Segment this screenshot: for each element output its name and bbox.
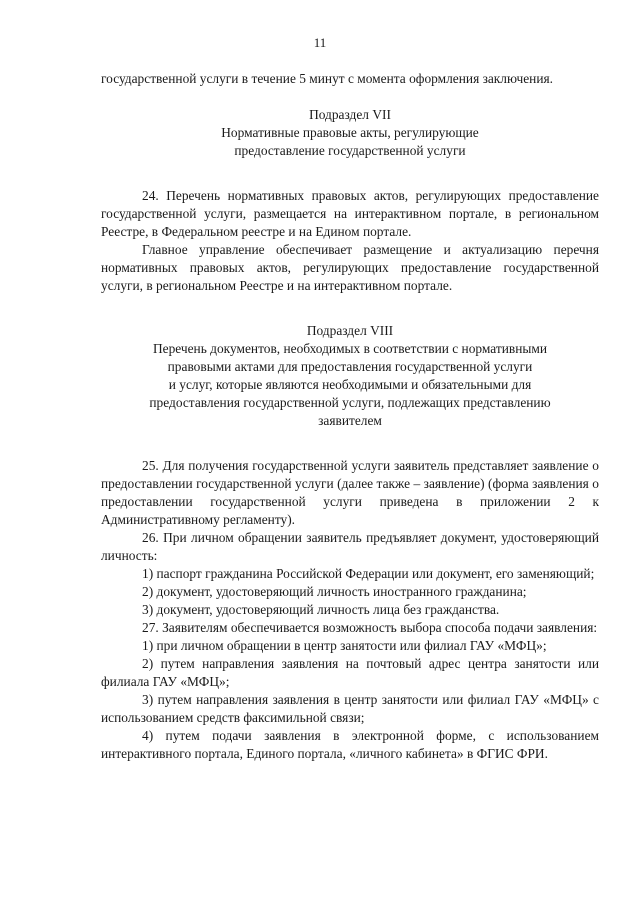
paragraph-26: 26. При личном обращении заявитель предъявляет документ, удостоверяющий личность: xyxy=(101,530,599,563)
section-vii-heading xyxy=(101,106,599,160)
intro-paragraph: государственной услуги в течение 5 минут с момента оформления заключения. xyxy=(101,71,554,86)
list-item: 4) путем подачи заявления в электронной форме, с использованием интерактивного портала, Единого портала, «личного кабинета» в ФГИС ФРИ. xyxy=(101,728,599,761)
page-content xyxy=(101,70,599,763)
paragraph-24-continued: Главное управление обеспечивает размещение и актуализацию перечня нормативных правовых актов, регулирующих предоставление государственной услуги, в региональном Реестре и на интерактивном портале. xyxy=(101,242,599,293)
list-item: 1) паспорт гражданина Российской Федерации или документ, его заменяющий; xyxy=(142,566,595,581)
paragraph-25: 25. Для получения государственной услуги заявитель представляет заявление о предоставлении государственной услуги (далее также – заявление) (форма заявления о предоставлении государственной услуги приведена в приложении 2 к Административному регламенту). xyxy=(101,458,599,527)
section-vii-heading-line: Нормативные правовые акты, регулирующие xyxy=(221,125,479,140)
list-item: 3) документ, удостоверяющий личность лица без гражданства. xyxy=(142,602,500,617)
section-vii-title: Подраздел VII xyxy=(309,107,391,122)
section-viii-heading xyxy=(101,322,599,430)
section-viii-heading-line: Перечень документов, необходимых в соответствии с нормативными xyxy=(152,341,548,356)
section-viii-heading-line: и услуг, которые являются необходимыми и обязательными для xyxy=(168,377,532,392)
section-viii-title: Подраздел VIII xyxy=(306,323,394,338)
list-item: 1) при личном обращении в центр занятости или филиал ГАУ «МФЦ»; xyxy=(142,638,547,653)
list-item: 2) документ, удостоверяющий личность иностранного гражданина; xyxy=(142,584,527,599)
section-viii-heading-line: правовыми актами для предоставления государственной услуги xyxy=(167,359,533,374)
paragraph-24: 24. Перечень нормативных правовых актов, регулирующих предоставление государственной услуги, размещается на интерактивном портале, в региональном Реестре, в Федеральном реестре и на Едином портале. xyxy=(101,188,599,239)
paragraph-27: 27. Заявителям обеспечивается возможность выбора способа подачи заявления: xyxy=(142,620,598,635)
list-item: 2) путем направления заявления на почтовый адрес центра занятости или филиала ГАУ «МФЦ»; xyxy=(101,656,599,689)
section-vii-heading-line: предоставление государственной услуги xyxy=(234,143,466,158)
section-viii-heading-line: заявителем xyxy=(318,413,382,428)
page-number: 11 xyxy=(313,35,327,50)
list-item: 3) путем направления заявления в центр занятости или филиал ГАУ «МФЦ» с использованием средств факсимильной связи; xyxy=(101,692,599,725)
section-viii-heading-line: предоставления государственной услуги, подлежащих представлению xyxy=(149,395,551,410)
